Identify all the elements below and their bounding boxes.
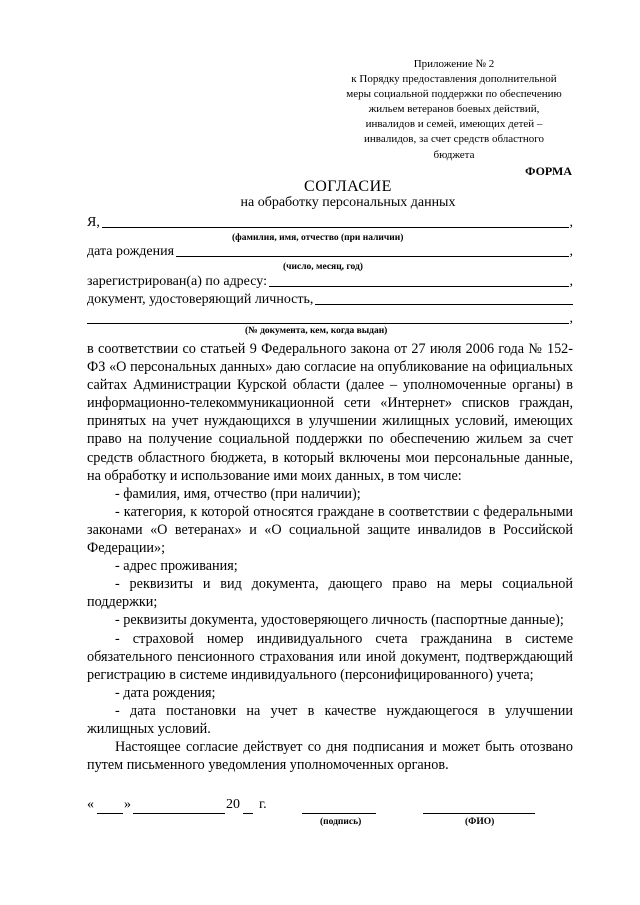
appendix-block bbox=[332, 57, 576, 163]
year-suffix: г. bbox=[259, 797, 267, 812]
appendix-line: жильем ветеранов боевых действий, bbox=[368, 103, 540, 116]
consent-closing: Настоящее согласие действует со дня подписания и может быть отозвано путем письменного уведомления уполномоченных органов. bbox=[87, 739, 573, 774]
document-continuation-row bbox=[87, 309, 573, 327]
document-hint: (№ документа, кем, когда выдан) bbox=[245, 326, 388, 336]
list-item: - адрес проживания; bbox=[115, 558, 238, 575]
appendix-line: инвалидов и семей, имеющих детей – bbox=[365, 118, 543, 131]
comma: , bbox=[569, 274, 573, 289]
comma: , bbox=[569, 311, 573, 326]
fio-signature-input-line[interactable] bbox=[423, 813, 535, 814]
document-subtitle: на обработку персональных данных bbox=[240, 195, 456, 210]
appendix-line: Приложение № 2 bbox=[413, 58, 495, 70]
appendix-line: меры социальной поддержки по обеспечению bbox=[346, 88, 562, 101]
year-prefix: 20 bbox=[226, 797, 240, 812]
list-item: - дата постановки на учет в качестве нуждающегося в улучшении жилищных условий. bbox=[87, 702, 573, 737]
close-quote: » bbox=[124, 797, 131, 812]
signature-caption: (подпись) bbox=[320, 817, 362, 827]
appendix-line: бюджета bbox=[433, 148, 475, 161]
birth-date-hint: (число, месяц, год) bbox=[283, 262, 363, 272]
list-item: - категория, к которой относятся граждане в соответствии с федеральными законами «О ветеранах» и «О социальной защите инвалидов в Российской Федерации»; bbox=[87, 503, 573, 557]
document-row bbox=[87, 290, 573, 308]
consent-intro: в соответствии со статьей 9 Федерального закона от 27 июля 2006 года № 152-ФЗ «О персональных данных» даю согласие на опубликование на официальных сайтах Администрации Курской области (далее – уполномоченные органы) в информационно-телекоммуникационной сети «Интернет» списков граждан, принятых на учет нуждающихся в улучшении жилищных условий, имеющих право на получение социальной поддержки по обеспечению жильем за счет средств областного бюджета, в который включены мои персональные данные, на обработку и использование ими моих данных, в том числе: bbox=[87, 341, 573, 484]
address-label: зарегистрирован(а) по адресу: bbox=[87, 274, 267, 289]
document-input-line[interactable] bbox=[315, 291, 573, 305]
address-input-line[interactable] bbox=[269, 273, 569, 287]
fio-input-line[interactable] bbox=[102, 214, 569, 228]
document-label: документ, удостоверяющий личность, bbox=[87, 292, 314, 307]
fio-hint: (фамилия, имя, отчество (при наличии) bbox=[232, 233, 404, 243]
list-item: - страховой номер индивидуального счета гражданина в системе обязательного пенсионного страхования или иной документ, подтверждающий регистрацию в системе индивидуального (персонифицированного) учета; bbox=[87, 630, 573, 683]
open-quote: « bbox=[87, 797, 94, 812]
list-item: - фамилия, имя, отчество (при наличии); bbox=[115, 485, 361, 502]
month-input-line[interactable] bbox=[133, 813, 225, 814]
signature-input-line[interactable] bbox=[302, 813, 376, 814]
appendix-line: к Порядку предоставления дополнительной bbox=[351, 73, 557, 86]
document-title: СОГЛАСИЕ bbox=[304, 178, 392, 195]
form-label: ФОРМА bbox=[525, 164, 572, 178]
fio-caption: (ФИО) bbox=[465, 817, 495, 827]
year-input-line[interactable] bbox=[243, 813, 253, 814]
birth-date-row bbox=[87, 242, 573, 260]
list-item: - реквизиты и вид документа, дающего право на меры социальной поддержки; bbox=[87, 576, 573, 611]
appendix-line: инвалидов, за счет средств областного bbox=[364, 133, 544, 146]
document-continuation-line[interactable] bbox=[87, 310, 569, 324]
birth-date-input-line[interactable] bbox=[176, 243, 568, 257]
i-label: Я, bbox=[87, 215, 100, 230]
address-row bbox=[87, 272, 573, 290]
comma: , bbox=[569, 215, 573, 230]
fio-field-row bbox=[87, 213, 573, 231]
consent-body bbox=[87, 340, 573, 774]
comma: , bbox=[569, 244, 573, 259]
list-item: - дата рождения; bbox=[115, 684, 216, 701]
birth-date-label: дата рождения bbox=[87, 244, 175, 259]
day-input-line[interactable] bbox=[97, 813, 123, 814]
signature-row bbox=[87, 797, 577, 837]
list-item: - реквизиты документа, удостоверяющего личность (паспортные данные); bbox=[115, 612, 564, 629]
